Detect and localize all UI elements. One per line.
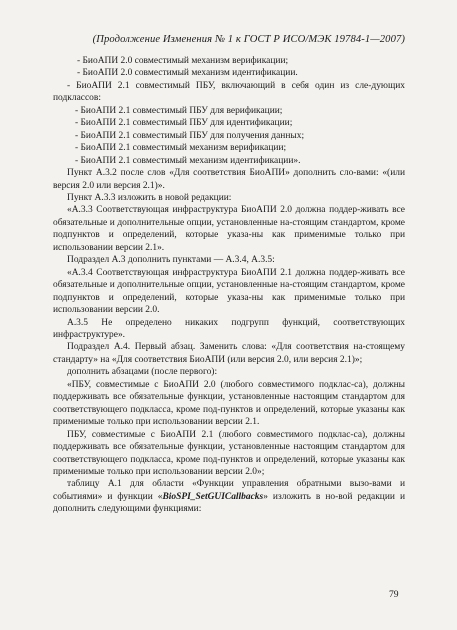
paragraph: ПБУ, совместимые с БиоАПИ 2.1 (любого совместимого подклас-са), должны поддерживать все обязательные функции, установленные настоящим стандартом для соответствующего подкласса, кроме под-пунктов и определений, которые указаны как применимые только при использовании версии 2.0»; — [53, 429, 405, 477]
list-item: - БиоАПИ 2.1 совместимый ПБУ для идентификации; — [75, 118, 293, 129]
list-item: - БиоАПИ 2.1 совместимый механизм идентификации». — [75, 155, 301, 166]
paragraph: Пункт А.3.2 после слов «Для соответствия БиоАПИ» дополнить сло-вами: «(или версия 2.0 или версия 2.1)». — [53, 168, 405, 191]
paragraph: - БиоАПИ 2.1 совместимый ПБУ, включающий в себя один из сле-дующих подклассов: — [53, 80, 405, 104]
list-item: - БиоАПИ 2.1 совместимый ПБУ для получения данных; — [75, 130, 305, 141]
paragraph — [53, 478, 405, 515]
text-run: » изложить в но-вой редакции и дополнить следующими функциями: — [53, 491, 406, 515]
document-body — [53, 55, 405, 516]
paragraph: А.3.5 Не определено никаких подгрупп функций, соответствующих инфраструктуре». — [53, 317, 405, 340]
paragraph: Подраздел А.4. Первый абзац. Заменить слова: «Для соответствия на-стоящему стандарту» на «Для соответствия БиоАПИ (или версия 2.0, или версия 2.1)»; — [53, 342, 405, 365]
list-item: - БиоАПИ 2.1 совместимый ПБУ для верификации; — [75, 105, 283, 116]
paragraph: «ПБУ, совместимые с БиоАПИ 2.0 (любого совместимого подклас-са), должны поддерживать все обязательные функции, установленные настоящим стандартом для соответствующего подкласса, кроме под-пунктов и определений, которые указаны как применимые только при использовании версии 2.1. — [53, 379, 405, 428]
text-run: таблицу А.1 для области «Функции управления обратными вызо-вами и событиями» и функции « — [53, 479, 405, 502]
page-number: 79 — [389, 589, 399, 600]
function-name: BioSPI_SetGUICallbacks — [162, 491, 264, 502]
paragraph: «А.3.3 Соответствующая инфраструктура БиоАПИ 2.0 должна поддер-живать все обязательные и дополнительные опции, установленные на-стоящим стандартом, кроме подпунктов и определений, которые указа-ны как применимые только при использовании версии 2.1». — [53, 205, 405, 253]
list-item: - БиоАПИ 2.0 совместимый механизм верификации; — [77, 56, 289, 66]
list-item: - БиоАПИ 2.0 совместимый механизм идентификации. — [77, 68, 298, 79]
paragraph: Пункт А.3.3 изложить в новой редакции: — [67, 192, 232, 203]
paragraph: «А.3.4 Соответствующая инфраструктура БиоАПИ 2.1 должна поддер-живать все обязательные и дополнительные опции, установленные на-стоящим стандартом, кроме подпунктов и определений, которые указа-ны как применимые только при использовании версии 2.0. — [53, 267, 405, 316]
paragraph: дополнить абзацами (после первого): — [67, 367, 218, 378]
running-header: (Продолжение Изменения № 1 к ГОСТ Р ИСО/МЭК 19784-1—2007) — [92, 34, 405, 45]
paragraph: Подраздел А.3 дополнить пунктами — А.3.4, А.3.5: — [67, 255, 275, 266]
list-item: - БиоАПИ 2.1 совместимый механизм верификации; — [75, 143, 287, 154]
